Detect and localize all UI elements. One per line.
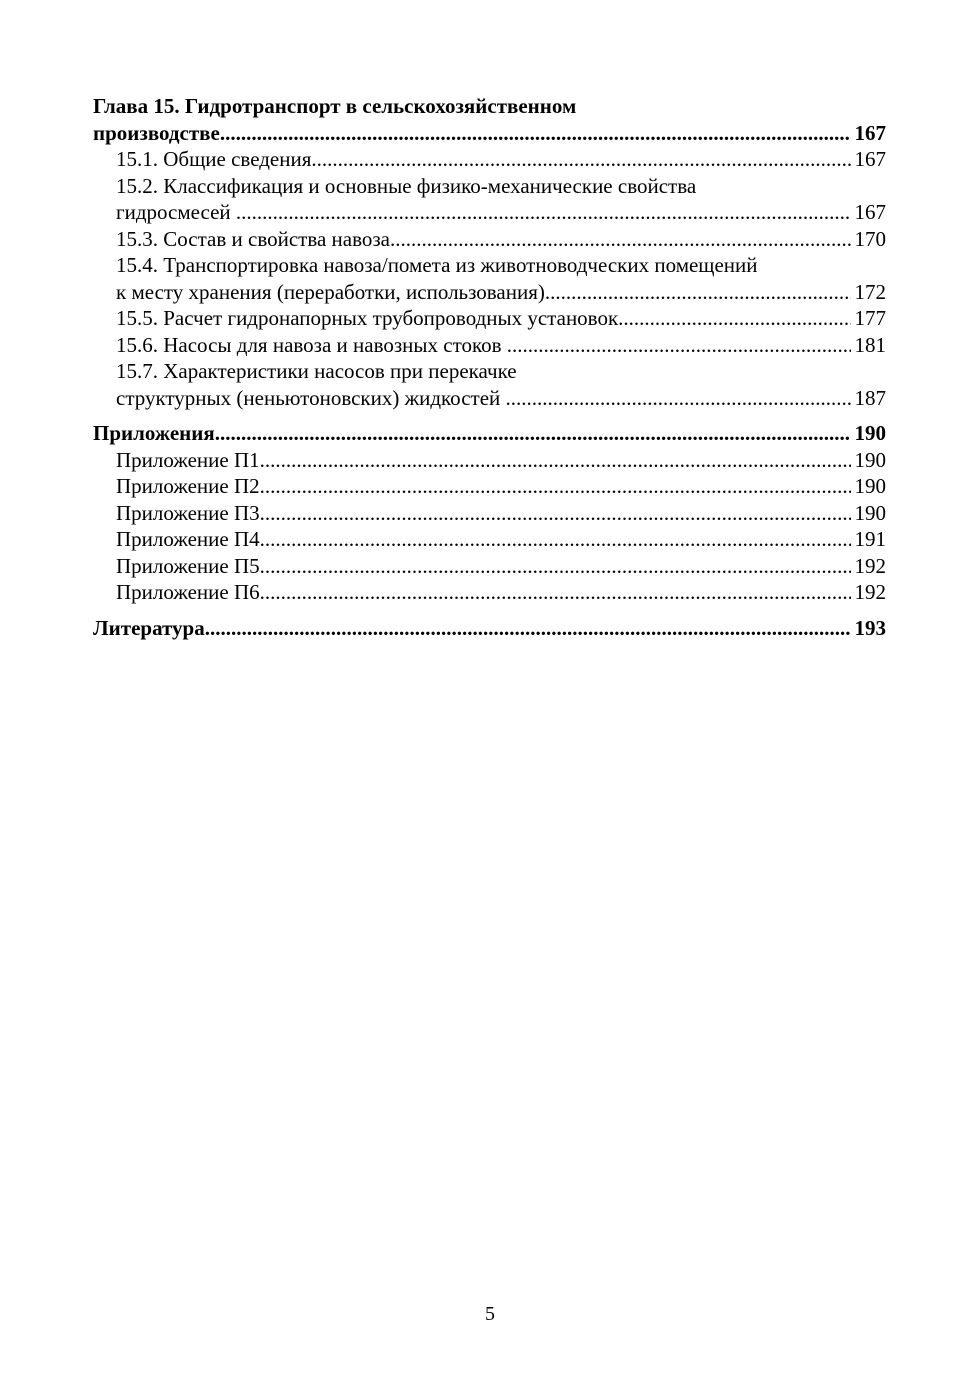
dot-leader <box>311 146 850 173</box>
toc-entry-15-7-line2 <box>93 385 886 412</box>
toc-entry-appendix-p6 <box>93 579 886 606</box>
toc-page-number: 190 <box>854 500 886 525</box>
toc-page-number: 181 <box>854 332 886 357</box>
dot-leader <box>205 615 851 642</box>
dot-leader <box>618 305 850 332</box>
toc-entry-text: Приложение П2 <box>116 474 260 498</box>
dot-leader <box>260 526 851 553</box>
toc-entry-text: Приложение П5 <box>116 553 260 578</box>
toc-page-number: 190 <box>854 421 886 445</box>
dot-leader <box>260 579 851 606</box>
toc-entry-15-6 <box>93 332 886 359</box>
toc-entry-text: 15.7. Характеристики насосов при перекачке <box>116 359 517 383</box>
toc-page-number: 193 <box>854 615 886 640</box>
toc-entry-text: 15.5. Расчет гидронапорных трубопроводных установок <box>116 306 619 330</box>
toc-entry-15-2-line2 <box>93 199 886 226</box>
toc-entry-text: Литература <box>93 615 205 640</box>
dot-leader <box>260 473 851 500</box>
toc-page-number: 170 <box>854 226 886 251</box>
toc-entry-text: Глава 15. Гидротранспорт в сельскохозяйственном <box>93 94 577 118</box>
toc-page-number: 172 <box>854 279 886 304</box>
toc-entry-text: 15.2. Классификация и основные физико-механические свойства <box>116 173 697 198</box>
toc-page-number: 192 <box>854 580 886 604</box>
dot-leader <box>506 385 851 412</box>
dot-leader <box>215 420 851 447</box>
toc-entry-15-4-line1 <box>93 252 886 279</box>
toc-entry-text: 15.6. Насосы для навоза и навозных стоков <box>116 332 507 357</box>
dot-leader <box>507 332 851 359</box>
dot-leader <box>236 199 851 226</box>
toc-page-number: 167 <box>854 147 886 171</box>
dot-leader <box>260 500 851 527</box>
dot-leader <box>545 279 851 306</box>
toc-page-number: 177 <box>854 306 886 330</box>
toc-entry-text: Приложение П1 <box>116 447 260 472</box>
toc-entry-appendix-p2 <box>93 473 886 500</box>
toc-entry-text: гидросмесей <box>116 200 236 224</box>
chapter-15-title-line2 <box>93 120 886 147</box>
toc-entry-appendix-p3 <box>93 500 886 527</box>
toc-entry-text: Приложение П4 <box>116 527 260 551</box>
toc-entry-text: к месту хранения (переработки, использования) <box>116 279 545 304</box>
toc-page-number: 190 <box>854 474 886 498</box>
toc-entry-text: производстве <box>93 120 220 145</box>
literature-title <box>93 615 886 642</box>
toc-entry-text: 15.3. Состав и свойства навоза <box>116 226 390 251</box>
toc-entry-15-4-line2 <box>93 279 886 306</box>
appendices-title <box>93 420 886 447</box>
toc-entry-appendix-p1 <box>93 447 886 474</box>
toc-page-number: 192 <box>854 553 886 578</box>
page-number: 5 <box>485 1303 495 1325</box>
table-of-contents <box>93 93 886 641</box>
toc-page-number: 190 <box>854 447 886 472</box>
toc-entry-text: структурных (неньютоновских) жидкостей <box>116 385 506 410</box>
toc-page-number: 167 <box>854 200 886 224</box>
dot-leader <box>390 226 851 253</box>
toc-entry-text: 15.1. Общие сведения <box>116 147 312 171</box>
toc-page-number: 187 <box>854 385 886 410</box>
toc-entry-text: Приложения <box>93 421 215 445</box>
toc-page-number: 191 <box>854 527 886 551</box>
toc-entry-text: 15.4. Транспортировка навоза/помета из животноводческих помещений <box>116 253 758 277</box>
toc-entry-text: Приложение П3 <box>116 500 260 525</box>
toc-entry-appendix-p4 <box>93 526 886 553</box>
toc-entry-appendix-p5 <box>93 553 886 580</box>
dot-leader <box>260 553 851 580</box>
chapter-15-title-line1 <box>93 93 886 120</box>
toc-entry-15-3 <box>93 226 886 253</box>
toc-entry-15-5 <box>93 305 886 332</box>
dot-leader <box>220 120 851 147</box>
dot-leader <box>260 447 851 474</box>
toc-entry-15-2-line1 <box>93 173 886 200</box>
toc-entry-15-1 <box>93 146 886 173</box>
toc-entry-text: Приложение П6 <box>116 580 260 604</box>
toc-entry-15-7-line1 <box>93 358 886 385</box>
toc-page-number: 167 <box>854 120 886 145</box>
